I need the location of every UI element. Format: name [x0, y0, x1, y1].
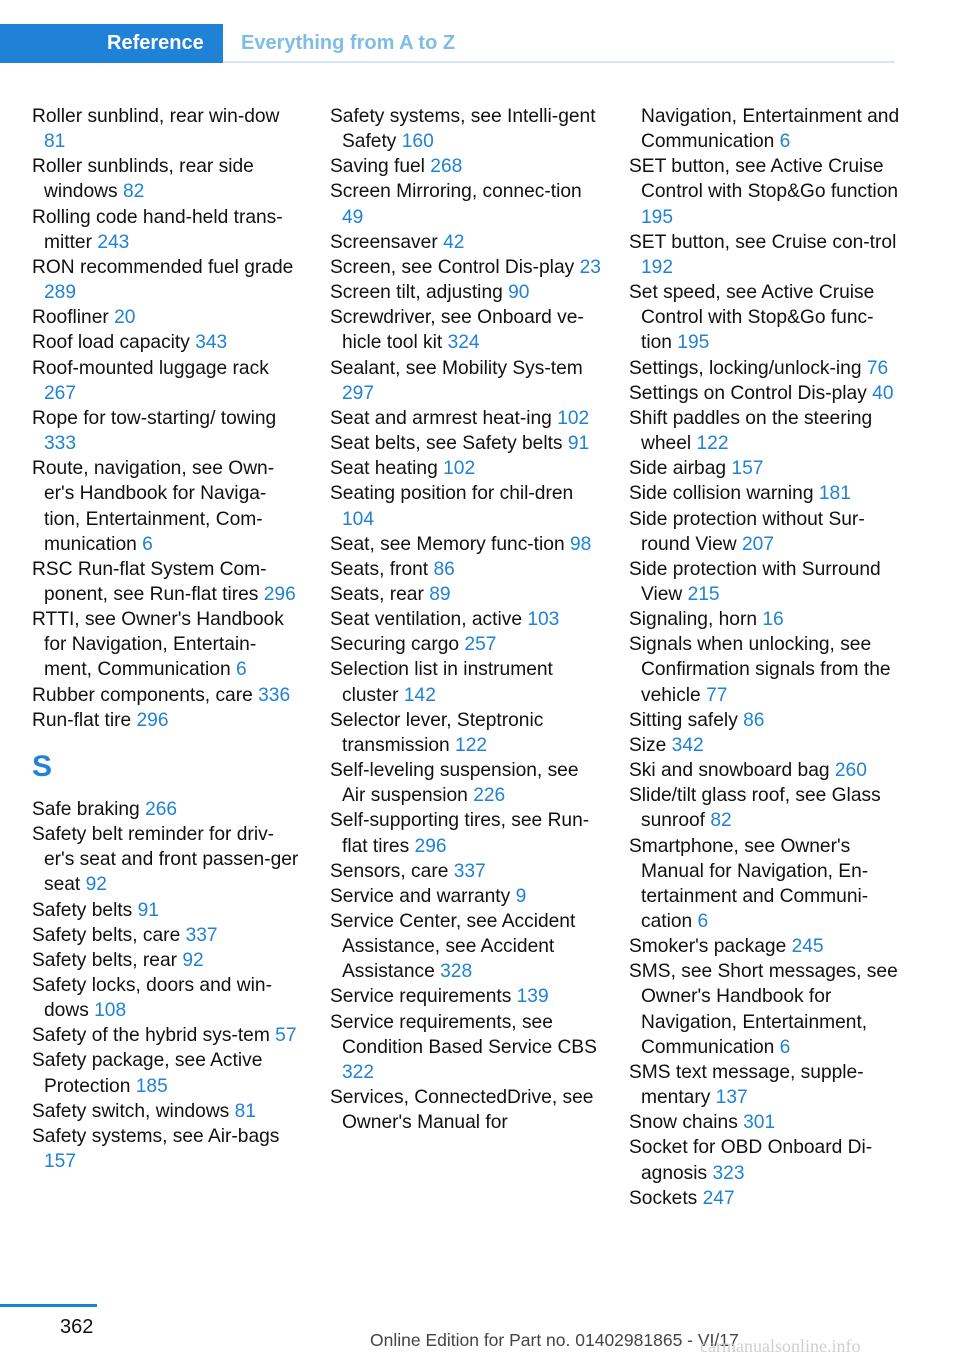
index-term: Settings on Control Dis-play	[629, 382, 867, 404]
index-term: Sensors, care	[330, 860, 449, 882]
header-tab-reference[interactable]: Reference	[0, 24, 223, 63]
page-link[interactable]: 6	[779, 1036, 791, 1058]
index-entry	[629, 1060, 901, 1110]
page-link[interactable]: 322	[342, 1061, 375, 1083]
page-link[interactable]: 104	[342, 508, 375, 530]
index-entry	[330, 657, 602, 707]
page-link[interactable]: 9	[515, 885, 527, 907]
index-term: Rolling code hand-held trans-mitter	[32, 206, 283, 253]
index-letter-heading: S	[32, 749, 53, 783]
index-term: Size	[629, 734, 667, 756]
index-term: SET button, see Active Cruise Control with Stop&Go function	[629, 156, 899, 203]
index-entry	[629, 230, 901, 280]
index-entry	[32, 797, 300, 822]
page-link[interactable]: 268	[430, 156, 463, 178]
index-term: Rope for tow-starting/ towing	[32, 407, 277, 429]
page-link[interactable]: 297	[342, 382, 375, 404]
footer-rule	[0, 1304, 97, 1307]
page-link[interactable]: 323	[712, 1162, 745, 1184]
page-link[interactable]: 76	[866, 357, 889, 379]
index-term: Seats, front	[330, 558, 429, 580]
index-column-c	[629, 104, 901, 1211]
index-entry	[330, 532, 602, 557]
index-term: Socket for OBD Onboard Di-agnosis	[629, 1137, 873, 1184]
index-term: RSC Run-flat System Com-ponent, see Run-flat tires	[32, 558, 267, 605]
page-link[interactable]: 40	[872, 382, 894, 404]
index-term: Signals when unlocking, see Confirmation signals from the vehicle	[629, 634, 891, 706]
page-link[interactable]: 49	[342, 206, 364, 228]
index-entry	[330, 356, 602, 406]
page-link[interactable]: 86	[743, 709, 765, 731]
page-link[interactable]: 157	[731, 458, 764, 480]
page-link[interactable]: 91	[137, 899, 159, 921]
index-entry	[330, 104, 602, 154]
index-entry	[32, 406, 300, 456]
index-entry	[32, 898, 300, 923]
page-link[interactable]: 139	[516, 986, 549, 1008]
page-link[interactable]: 333	[44, 433, 77, 455]
index-term: Safety systems, see Intelli-gent Safety	[330, 106, 596, 153]
index-entry	[330, 582, 602, 607]
index-entry	[629, 607, 901, 632]
index-term: Services, ConnectedDrive, see Owner's Manual for	[330, 1087, 594, 1134]
index-term: Sockets	[629, 1187, 698, 1209]
page-link[interactable]: 296	[136, 709, 169, 731]
page-link[interactable]: 89	[429, 583, 451, 605]
index-entry	[629, 733, 901, 758]
page-link[interactable]: 342	[671, 734, 704, 756]
index-term: Smoker's package	[629, 936, 787, 958]
index-entry	[330, 154, 602, 179]
index-term: Safety belts, rear	[32, 949, 178, 971]
index-entry	[629, 834, 901, 935]
index-term: Seat heating	[330, 458, 438, 480]
index-term: Sealant, see Mobility Sys-tem	[330, 357, 583, 379]
index-entry	[32, 607, 300, 682]
index-term: Safety of the hybrid sys-tem	[32, 1025, 270, 1047]
page-link[interactable]: 91	[567, 433, 590, 455]
page-link[interactable]: 86	[433, 558, 455, 580]
index-term: Seats, rear	[330, 583, 424, 605]
index-entry	[629, 1135, 901, 1185]
page-link[interactable]: 103	[527, 609, 560, 631]
index-entry	[629, 708, 901, 733]
page-link[interactable]: 185	[135, 1075, 168, 1097]
index-entry	[330, 758, 602, 808]
index-entry	[629, 154, 901, 229]
page-link[interactable]: 328	[440, 961, 473, 983]
index-term: SMS, see Short messages, see Owner's Handbook for Navigation, Entertainment, Communication	[629, 961, 898, 1058]
index-entry	[629, 934, 901, 959]
index-term: Seat and armrest heat-ing	[330, 407, 552, 429]
index-term: SET button, see Cruise con-trol	[629, 231, 897, 253]
index-entry	[330, 179, 602, 229]
index-entry	[32, 255, 300, 305]
index-term: Ski and snowboard bag	[629, 760, 830, 782]
index-term: Self-leveling suspension, see Air suspension	[330, 760, 579, 807]
index-term: Side protection without Sur-round View	[629, 508, 865, 555]
index-term: Saving fuel	[330, 156, 425, 178]
page-link[interactable]: 137	[715, 1087, 748, 1109]
page-link[interactable]: 6	[779, 131, 791, 153]
index-entry	[32, 973, 300, 1023]
index-term: Selection list in instrument cluster	[330, 659, 553, 706]
index-term: Settings, locking/unlock-ing	[629, 357, 862, 379]
index-term: Self-supporting tires, see Run-flat tires	[330, 810, 590, 857]
index-term: Signaling, horn	[629, 609, 758, 631]
page-link[interactable]: 57	[275, 1025, 297, 1047]
index-entry	[330, 808, 602, 858]
page-link[interactable]: 42	[443, 231, 465, 253]
footer-edition: Online Edition for Part no. 01402981865 - VI/17	[370, 1330, 739, 1350]
page-link[interactable]: 77	[706, 684, 728, 706]
index-term: Roof-mounted luggage rack	[32, 357, 269, 379]
page-link[interactable]: 267	[44, 382, 77, 404]
index-term: Slide/tilt glass roof, see Glass sunroof	[629, 785, 881, 832]
index-term: Securing cargo	[330, 634, 460, 656]
page-link[interactable]: 343	[195, 332, 228, 354]
page-link[interactable]: 226	[473, 785, 506, 807]
index-entry	[32, 305, 300, 330]
page-link[interactable]: 247	[702, 1187, 735, 1209]
page-link[interactable]: 207	[742, 533, 775, 555]
index-term: Set speed, see Active Cruise Control with Stop&Go func-tion	[629, 282, 875, 354]
index-entry	[629, 280, 901, 355]
page-link[interactable]: 82	[710, 810, 732, 832]
page-link[interactable]: 98	[569, 533, 592, 555]
index-entry	[32, 1124, 300, 1174]
index-entry	[629, 507, 901, 557]
page-link[interactable]: 257	[464, 634, 497, 656]
index-term: Safety systems, see Air-bags	[32, 1125, 280, 1147]
index-entry	[330, 884, 602, 909]
index-term: Side protection with Surround View	[629, 558, 881, 605]
index-term: Safety belts, care	[32, 924, 181, 946]
index-entry	[629, 481, 901, 506]
index-term: Sitting safely	[629, 709, 738, 731]
index-entry	[32, 1099, 300, 1124]
index-term: Screen Mirroring, connec-tion	[330, 181, 582, 203]
page-link[interactable]: 6	[235, 659, 247, 681]
index-term: RTTI, see Owner's Handbook for Navigation, Entertain-ment, Communication	[32, 609, 284, 681]
index-entry	[629, 783, 901, 833]
page-link[interactable]: 337	[453, 860, 486, 882]
index-entry	[629, 557, 901, 607]
index-term: Side collision warning	[629, 483, 814, 505]
index-entry	[32, 205, 300, 255]
index-entry	[629, 381, 901, 406]
index-entry	[330, 230, 602, 255]
index-entry	[629, 406, 901, 456]
page-link[interactable]: 23	[579, 256, 601, 278]
index-term: Side airbag	[629, 458, 727, 480]
index-entry	[330, 859, 602, 884]
index-entry	[330, 255, 602, 280]
index-term: Screensaver	[330, 231, 438, 253]
page-link[interactable]: 102	[557, 407, 590, 429]
page-link[interactable]: 296	[414, 835, 447, 857]
page-link[interactable]: 90	[508, 282, 530, 304]
page-link[interactable]: 192	[641, 256, 674, 278]
index-entry	[32, 557, 300, 607]
index-entry	[32, 1048, 300, 1098]
index-entry	[32, 154, 300, 204]
index-term: Snow chains	[629, 1112, 738, 1134]
index-term: Roller sunblinds, rear side windows	[32, 156, 254, 203]
index-term: Service requirements	[330, 986, 512, 1008]
index-entry	[629, 959, 901, 1060]
index-term: Route, navigation, see Own-er's Handbook for Naviga-tion, Entertainment, Com-munication	[32, 458, 275, 555]
page-link[interactable]: 92	[182, 949, 204, 971]
page-link[interactable]: 102	[443, 458, 476, 480]
page-link[interactable]: 266	[145, 798, 178, 820]
page-link[interactable]: 142	[403, 684, 436, 706]
index-term: Safety belts	[32, 899, 133, 921]
index-term: Screwdriver, see Onboard ve-hicle tool kit	[330, 307, 584, 354]
index-entry	[32, 822, 300, 897]
page-link[interactable]: 296	[263, 583, 296, 605]
index-entry	[330, 708, 602, 758]
page-link[interactable]: 82	[122, 181, 145, 203]
page-link[interactable]: 289	[44, 282, 77, 304]
index-entry	[629, 104, 901, 154]
page-number: 362	[60, 1316, 94, 1338]
index-entry	[330, 280, 602, 305]
index-term: Safety switch, windows	[32, 1100, 230, 1122]
index-term: Roller sunblind, rear win-dow	[32, 106, 280, 127]
index-column-a	[32, 104, 300, 1174]
index-term: Navigation, Entertainment and Communication	[641, 106, 900, 153]
index-entry	[32, 104, 300, 154]
index-term: RON recommended fuel grade	[32, 256, 294, 278]
page-link[interactable]: 122	[455, 734, 488, 756]
page-link[interactable]: 160	[401, 131, 434, 153]
index-term: Seat belts, see Safety belts	[330, 433, 563, 455]
index-entry	[330, 984, 602, 1009]
index-term: Roofliner	[32, 307, 109, 329]
page-link[interactable]: 324	[447, 332, 480, 354]
index-term: SMS text message, supple-mentary	[629, 1061, 864, 1109]
index-entry	[629, 632, 901, 707]
page-link[interactable]: 215	[687, 583, 720, 605]
index-column-b	[330, 104, 602, 1135]
index-entry	[629, 758, 901, 783]
page-link[interactable]: 157	[44, 1151, 77, 1173]
index-entry	[32, 356, 300, 406]
header-section-title[interactable]: Everything from A to Z	[241, 32, 456, 54]
index-entry	[629, 1110, 901, 1135]
page-link[interactable]: 92	[85, 874, 107, 896]
index-entry	[32, 708, 300, 733]
index-entry	[330, 557, 602, 582]
index-entry	[32, 1023, 300, 1048]
index-term: Selector lever, Steptronic transmission	[330, 709, 544, 756]
index-entry	[330, 632, 602, 657]
index-term: Safe braking	[32, 798, 140, 820]
index-term: Screen, see Control Dis-play	[330, 256, 575, 278]
index-term: Shift paddles on the steering wheel	[629, 407, 873, 455]
index-entry	[32, 683, 300, 708]
index-term: Safety package, see Active Protection	[32, 1050, 263, 1097]
page-link[interactable]: 195	[677, 332, 710, 354]
index-entry	[330, 1010, 602, 1085]
page-link[interactable]: 181	[818, 483, 851, 505]
page-link[interactable]: 81	[44, 131, 66, 153]
page-link[interactable]: 6	[697, 911, 709, 932]
page-link[interactable]: 6	[142, 533, 153, 555]
index-term: Service requirements, see Condition Based Service CBS	[330, 1011, 597, 1058]
index-entry	[32, 923, 300, 948]
index-term: Safety belt reminder for driv-er's seat and front passen-ger seat	[32, 824, 299, 896]
index-term: Seating position for chil-dren	[330, 483, 574, 505]
page-link[interactable]: 20	[114, 307, 136, 329]
page-link[interactable]: 337	[185, 924, 218, 946]
index-entry	[629, 456, 901, 481]
index-entry	[32, 330, 300, 355]
index-term: Seat, see Memory func-tion	[330, 533, 565, 555]
index-entry	[330, 431, 602, 456]
page-link[interactable]: 260	[834, 760, 867, 782]
index-entry	[330, 456, 602, 481]
index-entry	[330, 607, 602, 632]
index-term: Service and warranty	[330, 885, 511, 907]
index-term: Seat ventilation, active	[330, 609, 522, 631]
page-link[interactable]: 243	[97, 231, 130, 253]
page-link[interactable]: 108	[94, 1000, 127, 1022]
index-term: Smartphone, see Owner's Manual for Navigation, En-tertainment and Communi-cation	[629, 835, 869, 932]
index-term: Run-flat tire	[32, 709, 132, 731]
index-term: Roof load capacity	[32, 332, 190, 354]
index-entry	[32, 456, 300, 557]
index-entry	[330, 481, 602, 531]
watermark-logo: carmanualsonline.info	[700, 1336, 861, 1356]
index-term: Screen tilt, adjusting	[330, 282, 503, 304]
index-term: Safety locks, doors and win-dows	[32, 975, 272, 1022]
page-link[interactable]: 81	[234, 1100, 256, 1122]
index-entry	[629, 1186, 901, 1211]
page-link[interactable]: 245	[791, 936, 824, 958]
page-link[interactable]: 301	[743, 1112, 776, 1134]
index-entry	[330, 305, 602, 355]
index-entry	[330, 909, 602, 984]
index-entry	[330, 406, 602, 431]
index-term: Rubber components, care	[32, 684, 253, 706]
page-link[interactable]: 122	[696, 433, 729, 455]
index-entry	[629, 356, 901, 381]
index-term: Service Center, see Accident Assistance, see Accident Assistance	[330, 911, 576, 983]
page-link[interactable]: 195	[641, 206, 674, 228]
page-link[interactable]: 16	[762, 609, 784, 631]
index-entry	[330, 1085, 602, 1135]
page-link[interactable]: 336	[258, 684, 291, 706]
index-entry	[32, 948, 300, 973]
